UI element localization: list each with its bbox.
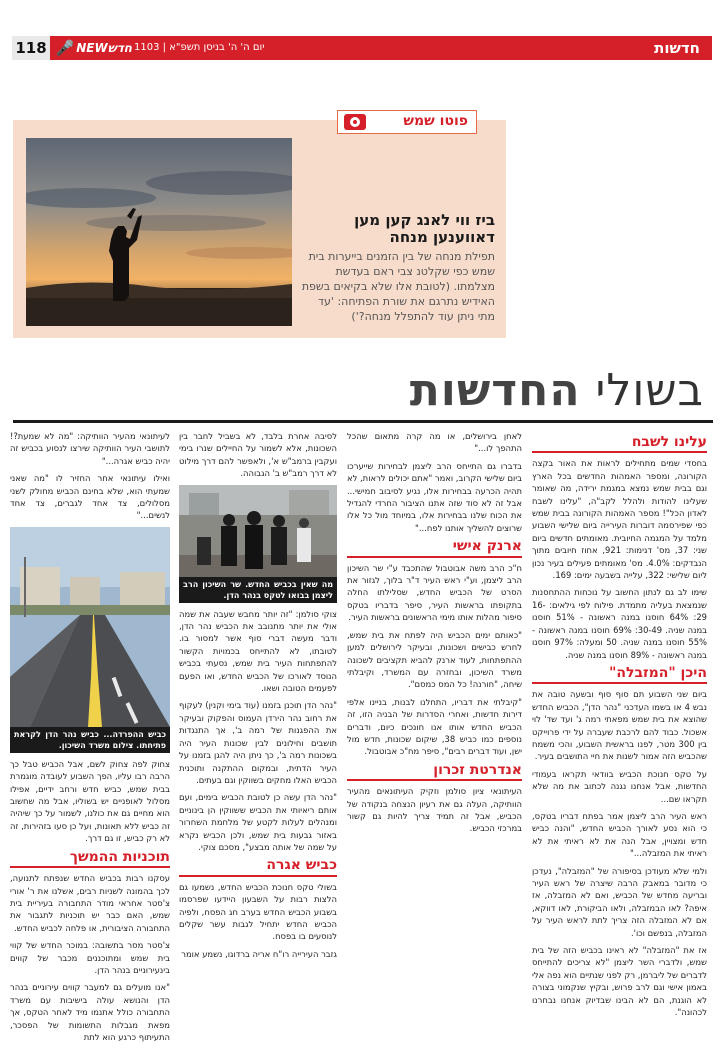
sunset-prayer-photo [26,138,292,326]
heading-personal-wallet: ארנק אישי [347,540,522,557]
paragraph: "קיבלתי את דבריו, התחלנו לבנות, בניינו אלפי דירות חדשות, ואחרי הסדרות של הבניה הזו, זה הכביש החדש אותו אנו חונכים כיום, ודברים נוספים כמו כביש 38, שיקום שכונות, חדש מול ישן, ועוד דברים רבים", סיפר מח"כ אבוטבול. [347,696,522,757]
heading-toll-road: כביש אגרה [179,859,337,876]
paragraph: ראש העיר הרב ליצמן אמר בפתח דבריו בטקס, כי הוא נסע לאורך הכביש החדש, "והנה כביש חדש ומצויין, אבל הנה את לא ראיתי את לא ראיתי את המזבלה..." [532,810,707,859]
paragraph: לאחן בירושלים, או מה קרה מתאום שהכל התהפך לו..." [347,431,522,454]
paragraph: "נהר הדן תוכנן בזמנו (עוד בימי וקנין) לעקוף את רחוב נהר הירדן העמוס והפקוק ובעיקר את ההפגנות של רמה ב', אך התנגדות תושבים וחילונים לבין שכונות העיר היה בשכונות רמה ב', כך ניתן היה להגן בזמנו על העיר הדתית, ובמקום ההתקנה ותוכנית הכביש האלו מחקים בשווקין וגם בעתים. [179,700,337,785]
photo-feature-title: ביז ווי לאנג קען מען דאווענען מנחה [354,211,495,246]
section-title: חדשות [654,39,700,57]
page-number: 118 [12,36,50,60]
photo-caption: מה שאין בכביש החדש. שר השיכון הרב ליצמן בבואו לטקס בנהר הדן. [179,577,337,603]
paragraph: צחוק לפה צחוק לשם, אבל הכביש טבל כך הרבה רבו עליו, הפך השבוע לעובדה מוגמרת בבית שמש, כביש חדש ורחב ידיים, אפילו מסלול לאופניים יש בשוליו, אבל מה שחשוב הוא מחיים גם את כולנו, לשמור על כך שיהיה זה כביש ללא תאונות, ועל כן סעו בזהירות, זה לא רק כביש, זו גם דרך. [10,758,170,844]
article-column-3 [179,430,337,1050]
road-photo [10,527,170,727]
paragraph: "כאותם ימים הכביש היה לפתח את בית שמש, לחרש כבישים ושכונות, ובעיקר לירושלים למען ההתפתחות, לעוד ארנק להביא תקציבים לשכונה משרד השיכון, ובחזרה עם המשרד, וקיבלתי שיחה, "חורנה! כל המס כמסם". [347,629,522,690]
article-column-1 [532,430,707,1050]
photo-feature-caption: תפילת מנחה של בין הזמנים בייערות בית שמש כפי שקלטנ צבי ראם בעדשת מצלמתו. (לטובת אלו שלא בקיאים בשפת האידיש נתרגם את שורת הפתיחה: 'עד מתי ניתן עוד להתפלל מנחה?') [301,250,495,323]
main-title [410,365,704,416]
photo-feature-text [300,212,495,324]
paragraph: שימו לב גם לנתון החשוב על נוכחות ההתחסנות שנמצאת בעליה מתמדת. פילוח לפי גילאים: 16-29: 64% חוסנו במנה ראשונה - 51% חוסנו במנה שניה. 30-49: 69% חוסנו במנה ראשונה - 55% חוסנו במנה שניה. 50 ומעלה: 97% חוסנו במנה ראשונה - 89% חוסנו במנה שניה. [532,587,707,660]
article-column-4 [10,430,170,1050]
paragraph: בדברו גם התייחס הרב ליצמן לבחירות שייערכו ביום שלישי הקרוב, ואמר "אתם יכולים לראות, לא תהיה הכרעה בבחירות אלו, נגיע לסיבוב חמישי... אבל זה לא סוד שזה אתנו הציבור החרדי להגדיל את הכוח שלנו בבחירות אלו, במיוחד מול כל אלו שרוצים להשליך אותנו לפח..." [347,460,522,533]
paragraph: בשולי טקס חנוכת הכביש החדש, נשמעו גם הלצות רבות על השבעון היידעו שפרסמו בשבוע הכביש החדש בערב חג הפסח, ולפיה הכביש החדש יתחיל לגבות עשר שקלים לנוסעים בו בפסח. [179,881,337,942]
photo-feature-tag [337,110,477,134]
heading-praise: עלינו לשבח [532,436,707,453]
paragraph: גזבר העירייה רו"ח אריה ברדוגו, נשמע אומר [181,948,337,959]
paragraph: עסקנו רבות בכביש החדש שנפתח לתנועה, לכך בהמונה לשניות רבים, אשלנו את ר' אורי צ'סטר אחראי מודר התחבורה בעיריית בית שמש, האם כבר יש תוכניות לתגבור את התחבורה הציבורית, או פלחה לכביש החדש. [10,873,170,933]
heading-dump: היכן "המזבלה" [532,667,707,684]
paragraph: לסיבה אחרת בלבד, לא בשביל לחבר בין השכונות, אלא לשמור על החיילים שנרו בימי ועקבין ברמב"ש א', ולאפשר להם דרך מילוט לא דרך רמב"ש ב' הגבוהה. [179,431,337,479]
paragraph: ח"כ הרב משה אבוטבול שהתכבד ע"י שר השיכון הרב ליצמן, וע"י ראש העיר ד"ר בלוך, לגזור את הסרט של הכביש החדש, שסלילתו החלה בתקופתו בראשות העיר, סיפר בדבריו בטקס סיפור מהלות אותו מימי הראשונים בראשות העיר. [347,562,522,623]
photo-caption: כביש ההפרדה... כביש נהר הדן לקראת פתיחתו. צילום משרד השיכון. [10,727,170,753]
page-header [12,36,712,60]
main-title-part1: בשולי [580,365,704,416]
paragraph: ואילו עיתונאי אחר החזיר לו "מה שאני שמעתי הוא, שלא בחינם הכביש מחולק לשני מסלולים, צד אחד לגברים, צד אחד לנשים..." [10,473,170,521]
paragraph: צ'סטר מסר בתשובה: במוכר החדש של קווי בית שמש ומתוכננים מכבר של קווים בינעירוניים בנהר הדן. [10,940,170,975]
publication-logo: חדשNEW [76,41,132,55]
paragraph: על טקס חנוכת הכביש בוודאי תקראו בעמודי החדשות, אבל אנחנו נגנה לכתוב את מה שלא תקראו שם... [532,768,707,804]
title-rule [13,420,713,423]
paragraph: העיתונאי ציון סולמן וזקיק העיתונאים מהעיר הוותיקה, העלה גם את רעיון הנצחה בנקודה של הכביש, אבל זה תמיד צריך להיות גם קשור במרכזי הכביש. [347,786,522,834]
paragraph: אז את "המזבלה" לא ראינו בכביש הזה של בית שמש, ולדברי השר ליצמן "לא צריכים להתייחס לדברים של ליברמן, רק לפני שנתיים הוא נפה אלי באמון אישי וגם לרב פרוש, ובקיץ שנקמוני בצורה לא הוגנת, הם לא הבינו שבדיוק אנחנו נבחרנו לכהונה". [532,945,707,1018]
article-column-2 [347,430,522,1050]
paragraph: צוקי סולמן: "זה יותר מחבש שעבה את שמה אולי את יותר מתנובב את הכביש נהר הדן, ודבר מעשה דברי סוף אשר למסור בו. לטובתו, לא להתייחס בכמויות הקשור להתפתחות העיר בית שמש, נסעתי בכביש הנוסד לאורכו של הכביש החדש, ואו הפעם לפעמים הטובה ושאו. [179,608,337,694]
photo-tag-label: פוטו שמש [403,113,468,129]
paragraph: "נהר הדן עשה כן לטובת הכביש בימים, ועם אותם ריאיותי את הכביש ששווקין הן בינוניים ומנהלים לעלות לקטע של מלחמת השחרור באזור גבעות בית שמש, ולכן הכביש נקרא על שמה של אותה מבצע", מסכם צוקי. [179,792,337,852]
paragraph: ביום שני השבוע תם סוף סוף ובשעה טובה את נבש 4 או בשמו העדכני "נהר הדן", הכביש החדש שהוצא את בית שמש מפאתי רמה ג' ועד שד' לוי אשכול. כבוד להם לרכבת שעברה על ידי פרוייקט בין 300 מטר, לפנו בראשית השבוע, והכי משמח שהכביש הזה אמור לשנות את חיי התושבים בעיר. [532,689,707,762]
ceremony-photo [179,485,337,577]
issue-dateline: יום ה' ה' בניסן תשפ"א | 1103 [134,42,265,53]
camera-icon [344,114,366,130]
paragraph: ולמי שלא מעודכן בסיפורה של "המזבלה", נעדכן כי מדובר במאבק הרבה שיצרה של ראש העיר ובריעה מחדש של הכביש, ואם לא המזבלה, אז איפה? לאו הבמזבלה, ולאו הביקורת, לאו דווקא, אם לא המזבלה הזה צריך לתת לראש העיר על המזבלה, בנפשם וכו'. [532,865,707,938]
paragraph: "אנו מועלים גם למעבר קווים עירוניים בנהר הדן והנושא עולה בישיבות עם משרד התחבורה כולל אתנמו מיד לאחר הטקס, אך מפאת מגבלות התשומות של הפסכר, התעיתוף כרגע הוא לתת [10,982,170,1042]
main-title-part2: החדשות [409,365,581,416]
heading-future-plans: תוכניות ההמשך [10,851,170,868]
paragraph: לעיתונאי מהעיר הוותיקה: "מה לא שמעת?! לתושבי העיר הוותיקה שירצו לנסוע בכביש זה יהיה כביש אגרה..." [10,431,170,466]
heading-memorial: אנדרטת זכרון [347,764,522,781]
sunset-prayer-illustration [26,138,292,326]
paragraph: בחסדי שמים מתחילים לראות את האור בקצה הקורונה, ומספר האמהות החדשים בכל הארץ וגם בבית שמש נמצא במגמת ירידה, מה שאומר שעלינו להודות ולהלל לקב"ה, "עלינו לשבח לאדון הכל"! מספר האמהות הקורונה בבית שמש כפי שפירסמה דוברות העירייה ביום שלישי השבוע מלמד על המגמה החיובית. מאומתים חדשים ביום שני: 37, מס' דגימות: 921, אחוז חיובים מתוך הנבדקים: 4.0%. מס' מאומתים פעילים בעיר נכון ליום שלישי: 322, עלייה בשבעה ימים: 169. [532,458,707,581]
microphone-icon: 🎤 [55,39,75,57]
